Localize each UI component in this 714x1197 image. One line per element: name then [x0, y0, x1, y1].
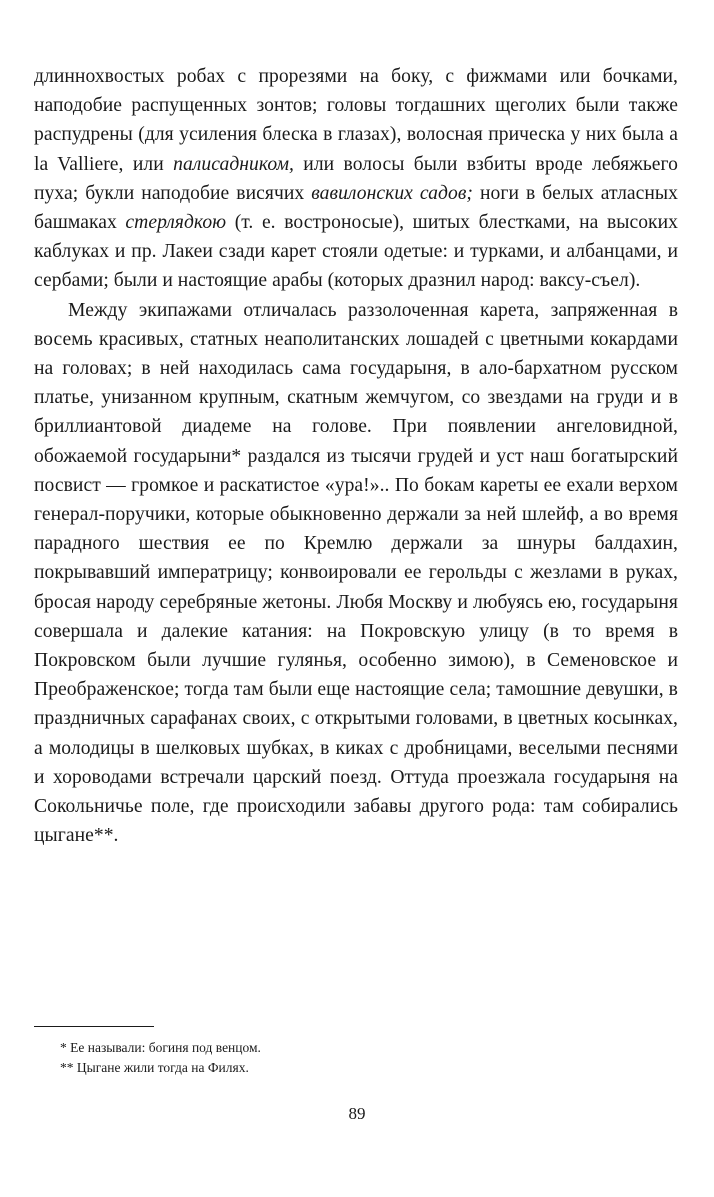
footnote-1: * Ее называли: богиня под венцом.	[60, 1040, 261, 1055]
para1-seg-1-italic: палисадником,	[173, 153, 294, 175]
page-number: 89	[348, 1104, 366, 1123]
para1-seg-3-italic: вавилонских садов;	[311, 182, 473, 204]
para1-seg-5-italic: стерлядкою	[125, 212, 227, 234]
para2-seg-0: Между экипажами отличалась раззолоченная карета, запряженная в восемь красивых, статных неаполитанских лошадей с цветными кокардами на головах; в ней находилась сама государыня, в ало-бархатном русском платье, унизанном крупным, скатным жемчугом, со звездами на груди и в бриллиантовой диадеме на голове. При появлении ангеловидной, обожаемой государыни* раздался из тысячи грудей и уст наш богатырский посвист — громкое и раскатистое «ура!».. По бокам кареты ее ехали верхом генерал-поручики, которые обыкновенно держали за ней шлейф, а во время парадного шествия ее по Кремлю держали за шнуры балдахин, покрывавший императрицу; конвоировали ее герольды с жезлами в руках, бросая народу серебряные жетоны. Любя Москву и любуясь ею, государыня совершала и далекие катания: на Покровскую улицу (в то время в Покровском были лучшие гулянья, особенно зимою), в Семеновское и Преображенское; тогда там были еще настоящие села; тамошние девушки, в праздничных сарафанах своих, с открытыми головами, в цветных косынках, а молодицы в шелковых шубках, в киках с дробницами, веселыми песнями и хороводами встречали царский поезд. Оттуда проезжала государыня на Сокольничье поле, где происходили забавы другого рода: там собирались цыгане**.	[34, 299, 678, 847]
footnote-2: ** Цыгане жили тогда на Филях.	[60, 1060, 249, 1075]
para1-seg-0: длиннохвостых робах с прорезями на боку, с фижмами или бочками, наподобие распущенных зонтов; головы тогдашних щеголих были также распудрены (для усиления блеска в глазах), волосная прическа у них была a la Valliere, или	[34, 66, 678, 175]
paragraph-2	[34, 296, 678, 851]
para1-seg-6: (т. е. востроносые), шитых блестками, на высоких каблуках и пр. Лакеи сзади карет стояли одетые: и турками, и албанцами, и сербами; были и настоящие арабы (которых дразнил народ: ваксу-съел).	[34, 212, 679, 292]
footnotes	[60, 1038, 660, 1078]
para1-seg-2: или волосы были взбиты вроде лебяжьего пуха; букли наподобие висячих	[34, 153, 679, 204]
footnote-divider	[34, 1026, 154, 1027]
page-body	[34, 62, 678, 850]
para1-seg-4: ноги в белых атласных башмаках	[34, 182, 678, 234]
paragraph-1	[34, 62, 678, 296]
